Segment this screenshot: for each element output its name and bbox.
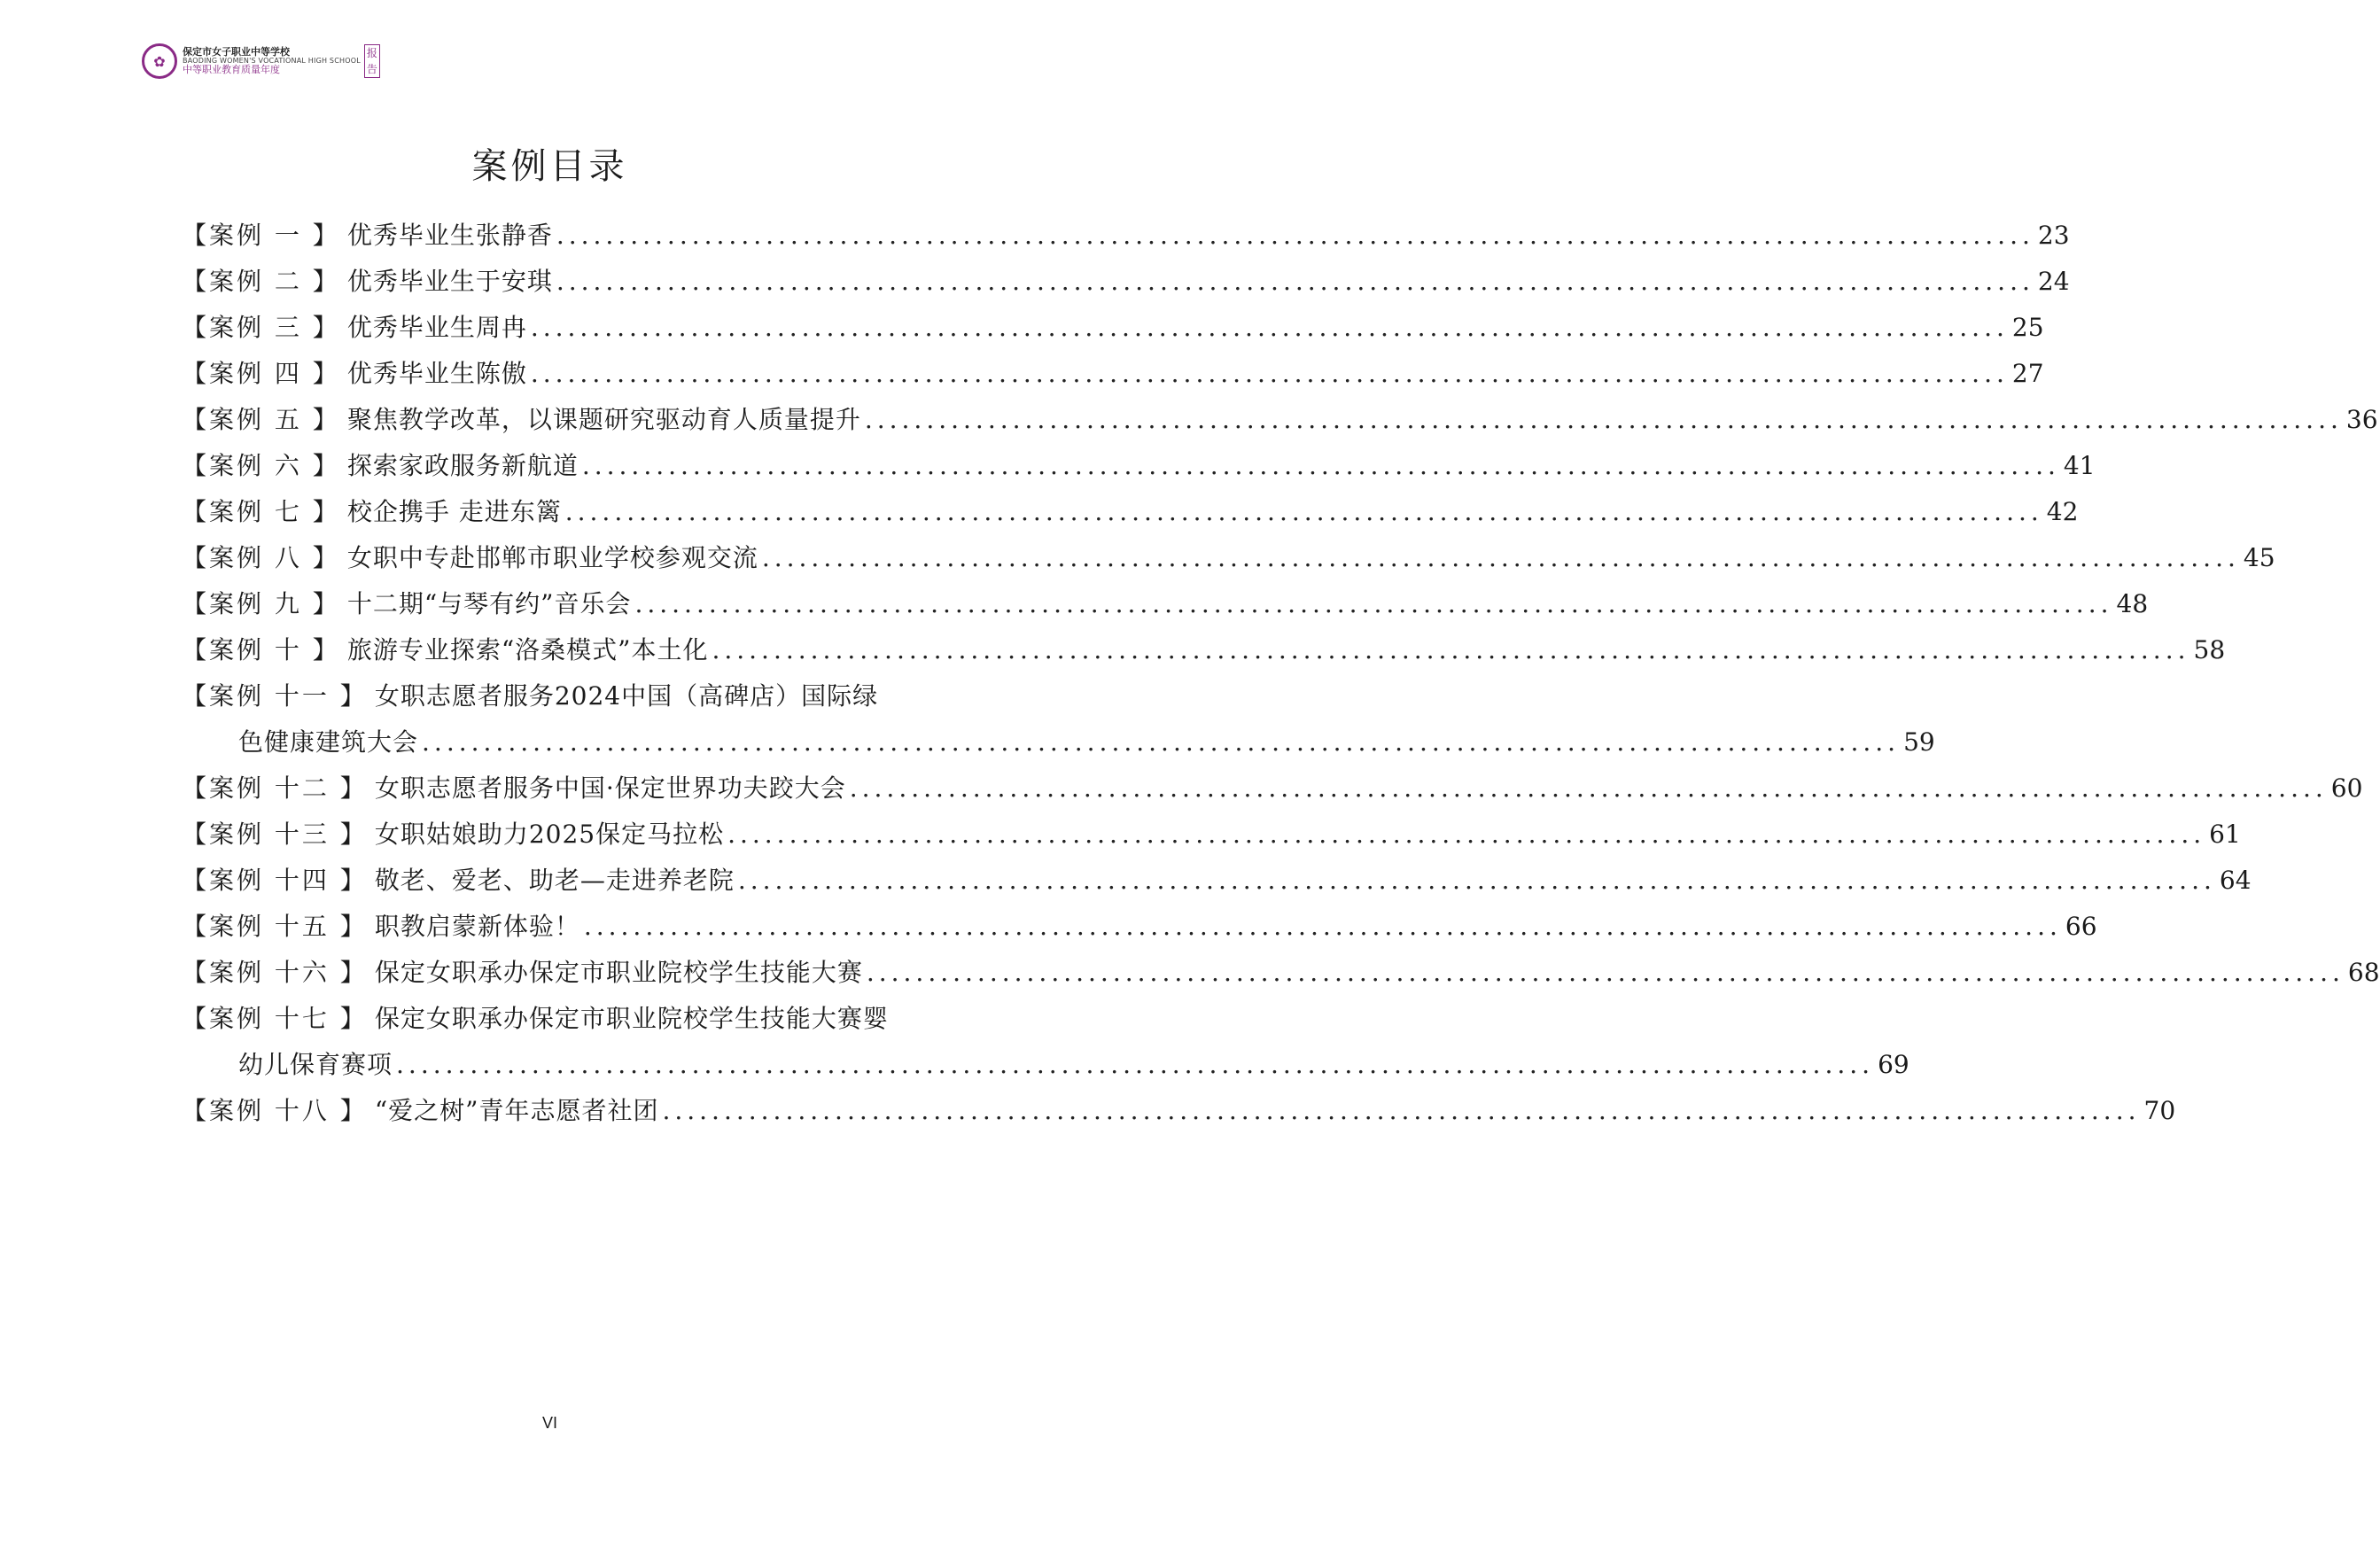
toc-leader-dots: ........................................................................................................................ [556,221,2034,250]
toc-entry-page: 45 [2243,543,2275,572]
toc-leader-dots: ........................................................................................................................ [849,773,2328,803]
toc-entry-title: “爱之树”青年志愿者社团 [374,1096,659,1125]
toc-entry-page: 68 [2347,958,2380,987]
toc-entry-title: 保定女职承办保定市职业院校学生技能大赛 [374,958,863,987]
school-emblem-icon: ✿ [142,43,177,79]
toc-entry-title: 女职志愿者服务2024中国（高碑店）国际绿 [374,681,879,711]
toc-leader-dots: ........................................................................................................................ [662,1096,2141,1125]
toc-entry-title: 职教启蒙新体验！ [374,912,580,941]
toc-entry-line [182,1042,1909,1088]
toc-entry-line [182,673,942,719]
toc-entry-label: 【案例 十一 】 [182,681,368,711]
toc-entry-line [182,627,2226,673]
toc-entry-title: 女职志愿者服务中国·保定世界功夫跤大会 [374,773,846,803]
toc-entry-label: 【案例 十四 】 [182,866,368,895]
toc-entry-page: 24 [2037,267,2070,296]
toc-entry[interactable] [182,213,2070,259]
toc-entry[interactable] [182,904,2097,950]
toc-entry-title: 保定女职承办保定市职业院校学生技能大赛婴 [374,1004,889,1033]
toc-entry-line [182,489,2079,535]
toc-entry[interactable] [182,765,2363,812]
toc-entry-title: 优秀毕业生周冉 [346,313,527,342]
toc-entry-title: 女职中专赴邯郸市职业学校参观交流 [346,543,758,572]
toc-entry-title: 敬老、爱老、助老—走进养老院 [374,866,735,895]
toc-entry-title: 旅游专业探索“洛桑模式”本土化 [346,635,709,664]
report-subtitle: 中等职业教育质量年度 [183,64,280,76]
toc-entry-line [182,719,1935,765]
toc-entry[interactable] [182,305,2044,351]
toc-entry[interactable] [182,812,2241,858]
page-number: VI [541,1414,557,1432]
toc-entry[interactable] [182,397,2378,443]
toc-leader-dots: ........................................................................................................................ [396,1050,1875,1079]
toc-entry[interactable] [182,443,2096,489]
toc-entry-line [182,765,2363,812]
toc-entry-label: 【案例 十八 】 [182,1096,368,1125]
school-name-en: BAODING WOMEN'S VOCATIONAL HIGH SCHOOL [183,56,361,65]
toc-entry[interactable] [182,351,2044,397]
toc-entry-label: 【案例 一 】 [182,221,340,250]
report-badge: 报告 [364,44,380,78]
toc-leader-dots: ........................................................................................................................ [530,313,2009,342]
toc-entry-page: 60 [2330,773,2363,803]
toc-entry[interactable] [182,673,1935,765]
toc-entry-page: 27 [2011,359,2044,388]
toc-entry-page: 41 [2063,451,2096,480]
toc-entry-page: 69 [1878,1050,1909,1079]
toc-entry-title: 优秀毕业生张静香 [346,221,553,250]
toc-entry-title: 女职姑娘助力2025保定马拉松 [374,820,725,849]
school-name-cn: 保定市女子职业中等学校 [183,45,290,58]
toc-entry-page: 25 [2011,313,2044,342]
toc-entry-page: 59 [1903,727,1935,757]
toc-entry-line [182,397,2378,443]
table-of-contents [182,213,2380,1134]
toc-leader-dots: ........................................................................................................................ [712,635,2190,664]
toc-entry-label: 【案例 十七 】 [182,1004,368,1033]
toc-entry-line [182,305,2044,351]
toc-entry-label: 【案例 二 】 [182,267,340,296]
toc-entry-label: 【案例 十六 】 [182,958,368,987]
toc-entry-line [182,535,2275,581]
toc-entry-line [182,812,2241,858]
toc-entry-line [182,950,2380,996]
toc-entry-line [182,996,942,1042]
toc-leader-dots: ........................................................................................................................ [864,405,2343,434]
toc-entry-title: 校企携手 走进东篱 [346,497,562,526]
toc-leader-dots: ........................................................................................................................ [422,727,1901,757]
toc-entry[interactable] [182,858,2252,904]
toc-entry-line [182,904,2097,950]
toc-entry-page: 23 [2037,221,2070,250]
toc-leader-dots: ........................................................................................................................ [866,958,2345,987]
toc-leader-dots: ........................................................................................................................ [556,267,2034,296]
toc-entry[interactable] [182,535,2275,581]
toc-leader-dots: ........................................................................................................................ [737,866,2216,895]
toc-entry-label: 【案例 六 】 [182,451,340,480]
toc-entry-page: 70 [2143,1096,2176,1125]
toc-entry-label: 【案例 十 】 [182,635,340,664]
toc-entry[interactable] [182,581,2149,627]
toc-entry-page: 66 [2065,912,2097,941]
toc-entry[interactable] [182,996,1909,1088]
toc-entry-title: 探索家政服务新航道 [346,451,579,480]
toc-entry-line [182,259,2070,305]
toc-entry-label: 【案例 三 】 [182,313,340,342]
toc-entry[interactable] [182,950,2380,996]
toc-leader-dots: ........................................................................................................................ [634,589,2113,618]
toc-entry-title-continued: 色健康建筑大会 [238,727,419,757]
toc-entry[interactable] [182,627,2226,673]
report-header [142,39,380,83]
toc-entry-title-continued: 幼儿保育赛项 [238,1050,393,1079]
toc-entry-line [182,351,2044,397]
toc-entry-title: 十二期“与琴有约”音乐会 [346,589,632,618]
toc-entry-page: 42 [2046,497,2079,526]
toc-entry-label: 【案例 五 】 [182,405,340,434]
toc-leader-dots: ........................................................................................................................ [530,359,2009,388]
page-title: 案例目录 [471,146,628,187]
toc-entry-label: 【案例 四 】 [182,359,340,388]
toc-leader-dots: ........................................................................................................................ [581,451,2060,480]
toc-entry-line [182,213,2070,259]
toc-entry-page: 61 [2209,820,2241,849]
toc-entry-title: 优秀毕业生陈傲 [346,359,527,388]
toc-entry-label: 【案例 八 】 [182,543,340,572]
toc-entry-page: 48 [2116,589,2149,618]
toc-leader-dots: ........................................................................................................................ [583,912,2062,941]
toc-entry-line [182,443,2096,489]
toc-leader-dots: ........................................................................................................................ [727,820,2206,849]
toc-entry-page: 64 [2219,866,2252,895]
toc-entry-page: 36 [2345,405,2378,434]
toc-entry-label: 【案例 十二 】 [182,773,368,803]
toc-entry-line [182,858,2252,904]
toc-entry[interactable] [182,259,2070,305]
toc-entry-title: 聚焦教学改革，以课题研究驱动育人质量提升 [346,405,861,434]
toc-entry-line [182,581,2149,627]
toc-entry[interactable] [182,1088,2176,1134]
toc-entry-page: 58 [2193,635,2226,664]
toc-leader-dots: ........................................................................................................................ [564,497,2043,526]
toc-entry-label: 【案例 七 】 [182,497,340,526]
toc-entry-label: 【案例 十三 】 [182,820,368,849]
toc-entry-label: 【案例 九 】 [182,589,340,618]
toc-entry-line [182,1088,2176,1134]
toc-entry-title: 优秀毕业生于安琪 [346,267,553,296]
school-name-block [183,47,361,76]
toc-leader-dots: ........................................................................................................................ [761,543,2240,572]
toc-entry[interactable] [182,489,2079,535]
toc-entry-label: 【案例 十五 】 [182,912,368,941]
